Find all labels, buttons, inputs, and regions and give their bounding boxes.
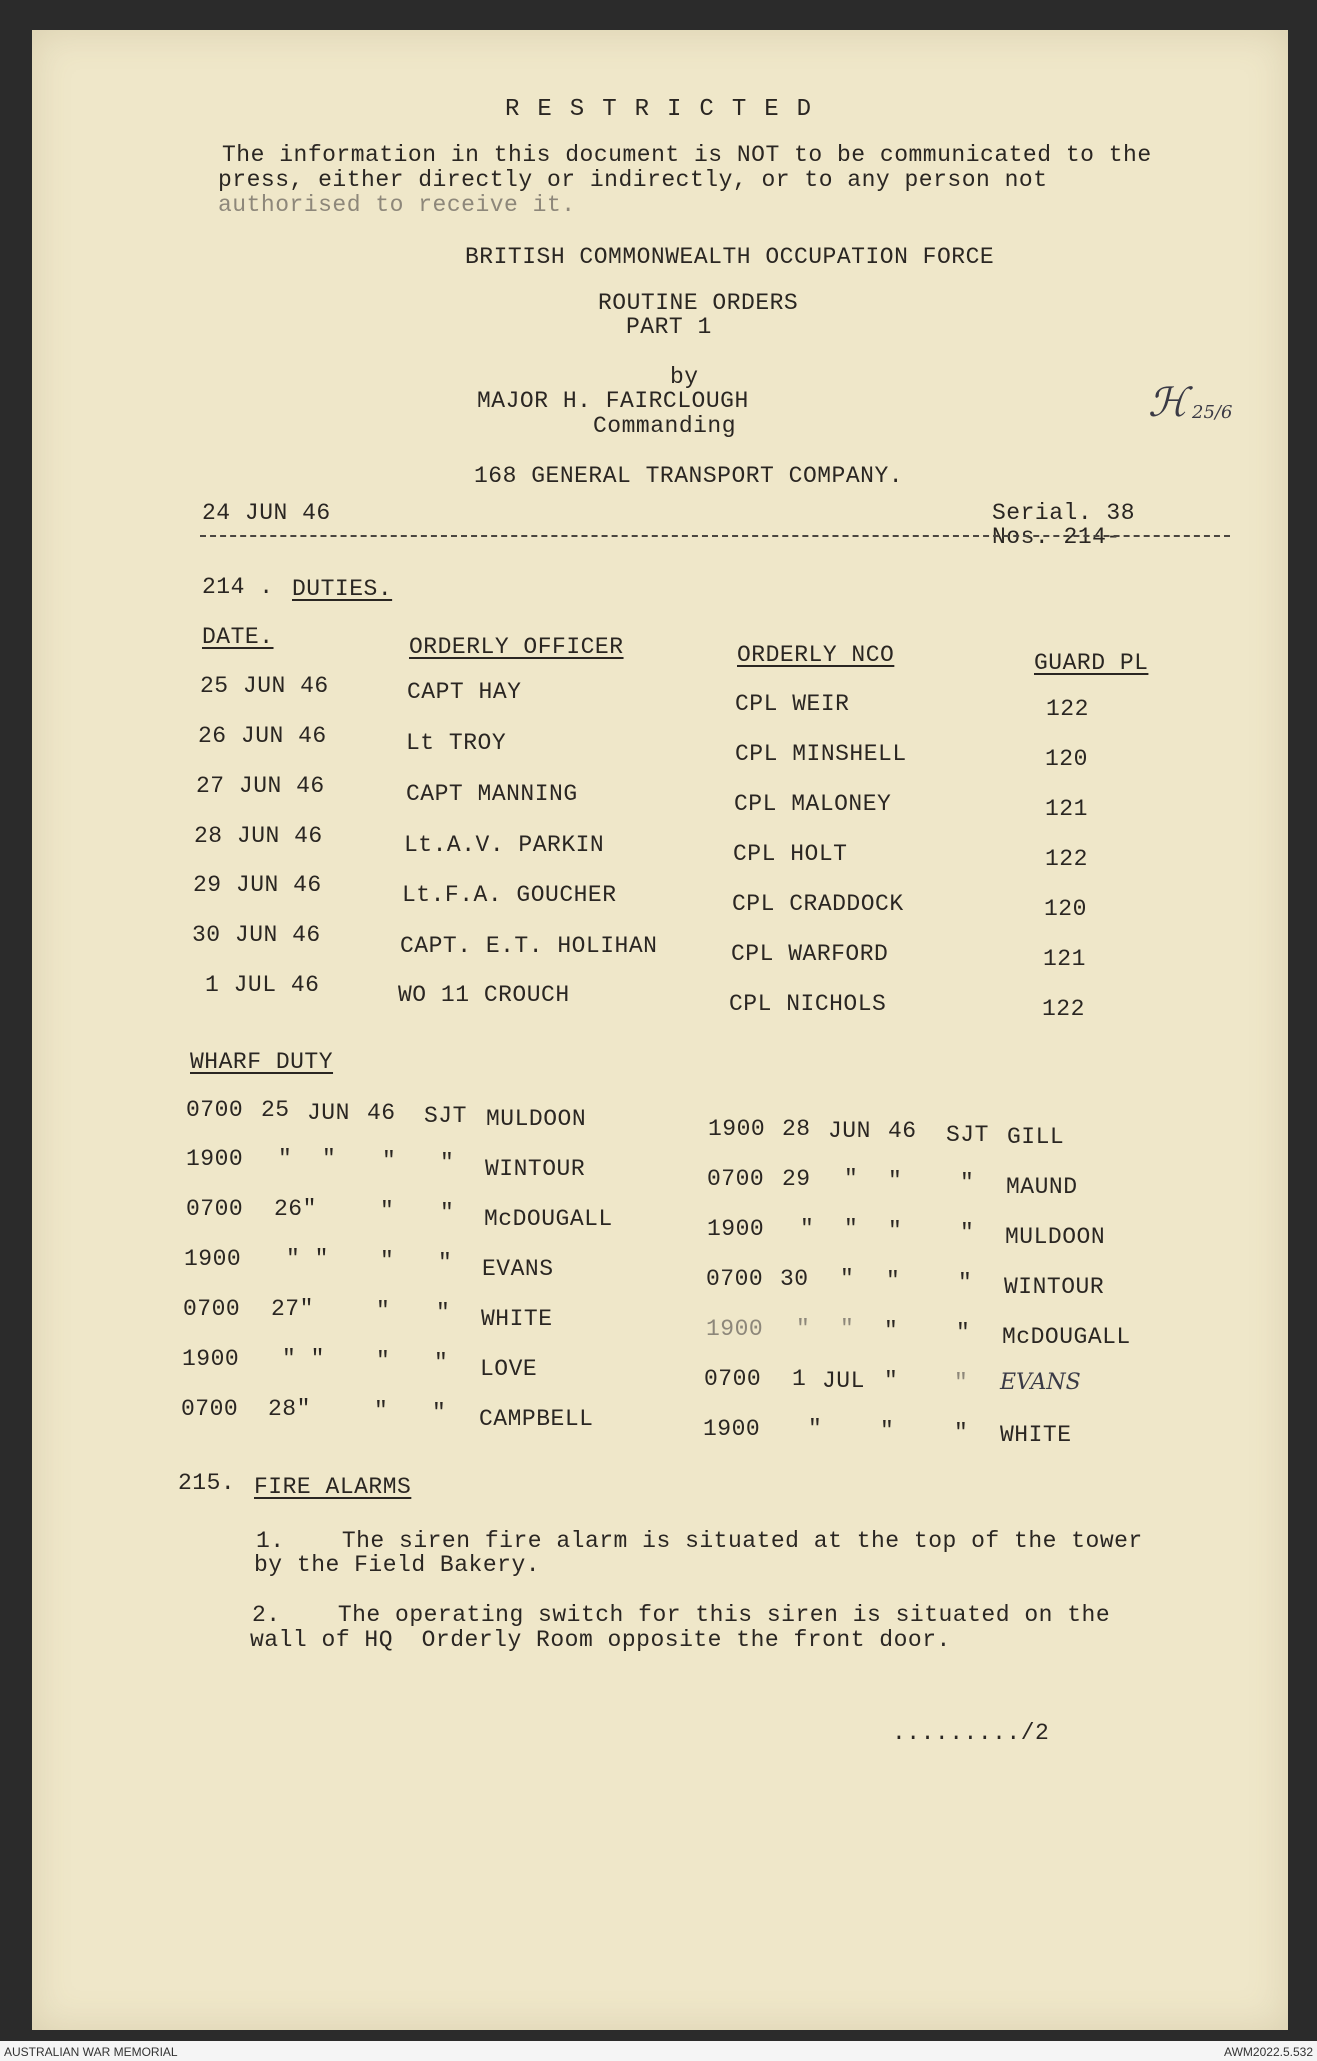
wharf-rank: " <box>960 1170 975 1196</box>
duties-number: 214 . <box>202 574 274 600</box>
part-title: PART 1 <box>626 314 712 340</box>
wharf-year: 46 <box>888 1118 917 1144</box>
wharf-month: " <box>840 1316 855 1342</box>
wharf-time: 0700 <box>704 1366 762 1392</box>
wharf-time: 0700 <box>707 1166 765 1192</box>
wharf-day: 26" <box>274 1196 317 1222</box>
wharf-month: " <box>380 1198 395 1224</box>
wharf-month: " <box>376 1348 391 1374</box>
duties-heading: DUTIES. <box>292 576 393 602</box>
wharf-rank: SJT <box>946 1122 989 1148</box>
wharf-year: " <box>884 1368 899 1394</box>
wharf-time: 0700 <box>186 1196 244 1222</box>
wharf-time: 0700 <box>706 1266 764 1292</box>
wharf-time: 0700 <box>186 1097 244 1123</box>
wharf-heading: WHARF DUTY <box>190 1049 334 1075</box>
wharf-time: 1900 <box>184 1246 242 1272</box>
wharf-month: " <box>322 1146 337 1172</box>
divider <box>200 535 1230 537</box>
wharf-rank: " <box>954 1370 969 1396</box>
wharf-time: 0700 <box>181 1396 239 1422</box>
duty-officer: CAPT. E.T. HOLIHAN <box>400 933 658 959</box>
duty-nco: CPL WEIR <box>735 691 850 717</box>
duty-guard: 121 <box>1043 946 1086 972</box>
duty-guard: 121 <box>1045 796 1088 822</box>
wharf-year: " <box>888 1168 903 1194</box>
wharf-day: 29 <box>782 1166 811 1192</box>
duty-officer: Lt TROY <box>406 730 507 756</box>
wharf-rank: " <box>436 1300 451 1326</box>
duty-guard: 120 <box>1044 896 1087 922</box>
wharf-time: 1900 <box>182 1346 240 1372</box>
duty-date: 29 JUN 46 <box>193 872 322 898</box>
duty-date: 1 JUL 46 <box>205 972 320 998</box>
wharf-rank: " <box>954 1420 969 1446</box>
wharf-name: McDOUGALL <box>484 1206 613 1232</box>
wharf-name-handwritten: EVANS <box>1000 1370 1081 1395</box>
wharf-year: " <box>884 1318 899 1344</box>
wharf-rank: " <box>440 1150 455 1176</box>
duty-date: 27 JUN 46 <box>196 773 325 799</box>
duty-guard: 122 <box>1045 846 1088 872</box>
duty-nco: CPL HOLT <box>733 841 848 867</box>
wharf-rank: " <box>440 1200 455 1226</box>
wharf-name: WINTOUR <box>1004 1274 1105 1300</box>
notice-line-2: press, either directly or indirectly, or to any person not <box>218 167 1048 193</box>
notice-line-3: authorised to receive it. <box>218 192 576 218</box>
wharf-rank: " <box>958 1270 973 1296</box>
wharf-day: " " <box>282 1346 325 1372</box>
serial-number: Serial. 38 <box>992 500 1136 526</box>
page-continuation: ........./2 <box>892 1720 1050 1746</box>
fire-paragraph-1-cont: by the Field Bakery. <box>254 1552 541 1578</box>
wharf-year: 46 <box>367 1100 396 1126</box>
fire-heading: FIRE ALARMS <box>254 1474 412 1500</box>
wharf-name: CAMPBELL <box>479 1406 594 1432</box>
wharf-time: 1900 <box>703 1416 761 1442</box>
wharf-day: " " <box>286 1246 329 1272</box>
duty-officer: CAPT MANNING <box>406 781 578 807</box>
duty-nco: CPL NICHOLS <box>729 991 887 1017</box>
wharf-year: " <box>888 1218 903 1244</box>
wharf-day: " <box>796 1316 811 1342</box>
wharf-day: 30 <box>780 1266 809 1292</box>
duty-guard: 122 <box>1042 996 1085 1022</box>
duty-nco: CPL MINSHELL <box>735 741 907 767</box>
duty-nco: CPL CRADDOCK <box>732 891 904 917</box>
wharf-name: WHITE <box>1000 1422 1072 1448</box>
wharf-year: " <box>886 1268 901 1294</box>
footer-reference: AWM2022.5.532 <box>1224 2045 1313 2059</box>
wharf-rank: " <box>438 1250 453 1276</box>
wharf-month: JUL <box>822 1368 865 1394</box>
wharf-day: " <box>278 1146 293 1172</box>
wharf-name: LOVE <box>480 1356 538 1382</box>
wharf-month: " <box>880 1418 895 1444</box>
col-guard-pl: GUARD PL <box>1034 650 1149 676</box>
wharf-month: " <box>380 1248 395 1274</box>
wharf-name: WHITE <box>481 1306 553 1332</box>
wharf-day: " <box>808 1416 823 1442</box>
wharf-rank: " <box>432 1400 447 1426</box>
wharf-day: 28" <box>268 1396 311 1422</box>
wharf-day: " <box>800 1216 815 1242</box>
col-orderly-officer: ORDERLY OFFICER <box>409 634 624 660</box>
duty-date: 28 JUN 46 <box>194 823 323 849</box>
order-numbers: Nos. 214- <box>992 524 1121 550</box>
wharf-month: JUN <box>828 1118 871 1144</box>
commander-name: MAJOR H. FAIRCLOUGH <box>477 388 749 414</box>
notice-line-1: The information in this document is NOT to be communicated to the <box>222 142 1152 168</box>
orders-title: ROUTINE ORDERS <box>598 290 799 316</box>
wharf-time: 1900 <box>708 1116 766 1142</box>
duty-officer: Lt.F.A. GOUCHER <box>402 882 617 908</box>
duty-date: 25 JUN 46 <box>200 673 329 699</box>
archive-footer <box>0 2041 1317 2061</box>
wharf-rank: SJT <box>424 1103 467 1129</box>
wharf-year: " <box>382 1148 397 1174</box>
wharf-month: " <box>840 1266 855 1292</box>
wharf-time: 1900 <box>186 1146 244 1172</box>
wharf-day: 27" <box>271 1296 314 1322</box>
duty-guard: 122 <box>1046 696 1089 722</box>
wharf-day: 1 <box>792 1366 807 1392</box>
fire-paragraph-1: 1. The siren fire alarm is situated at the top of the tower <box>256 1528 1143 1554</box>
duty-officer: WO 11 CROUCH <box>398 982 570 1008</box>
wharf-name: McDOUGALL <box>1002 1324 1131 1350</box>
wharf-time: 0700 <box>183 1296 241 1322</box>
wharf-name: MULDOON <box>486 1106 587 1132</box>
restricted-marking: RESTRICTED <box>505 96 830 123</box>
duty-date: 30 JUN 46 <box>192 922 321 948</box>
duty-guard: 120 <box>1045 746 1088 772</box>
wharf-name: MULDOON <box>1005 1224 1106 1250</box>
wharf-day: 25 <box>261 1097 290 1123</box>
wharf-rank: " <box>434 1350 449 1376</box>
wharf-name: MAUND <box>1006 1174 1078 1200</box>
signature-date: 25/6 <box>1192 402 1233 423</box>
wharf-month: JUN <box>307 1100 350 1126</box>
wharf-time: 1900 <box>707 1216 765 1242</box>
wharf-time: 1900 <box>706 1316 764 1342</box>
order-date: 24 JUN 46 <box>202 500 331 526</box>
duty-date: 26 JUN 46 <box>198 723 327 749</box>
duty-nco: CPL MALONEY <box>734 791 892 817</box>
duty-officer: Lt.A.V. PARKIN <box>404 832 605 858</box>
duty-officer: CAPT HAY <box>407 679 522 705</box>
by-text: by <box>670 364 699 390</box>
wharf-month: " <box>844 1166 859 1192</box>
fire-paragraph-2-cont: wall of HQ Orderly Room opposite the front door. <box>250 1627 951 1653</box>
wharf-rank: " <box>956 1320 971 1346</box>
wharf-name: EVANS <box>482 1256 554 1282</box>
fire-number: 215. <box>178 1470 236 1496</box>
fire-paragraph-2: 2. The operating switch for this siren is situated on the <box>252 1602 1111 1628</box>
wharf-month: " <box>376 1298 391 1324</box>
footer-source: AUSTRALIAN WAR MEMORIAL <box>4 2045 178 2059</box>
unit-name: 168 GENERAL TRANSPORT COMPANY. <box>474 463 904 489</box>
col-orderly-nco: ORDERLY NCO <box>737 642 895 668</box>
wharf-name: WINTOUR <box>485 1156 586 1182</box>
wharf-rank: " <box>960 1220 975 1246</box>
duty-nco: CPL WARFORD <box>731 941 889 967</box>
wharf-day: 28 <box>782 1116 811 1142</box>
wharf-name: GILL <box>1007 1124 1065 1150</box>
signature-mark: ℋ <box>1148 380 1188 426</box>
col-date: DATE. <box>202 624 274 650</box>
wharf-month: " <box>844 1216 859 1242</box>
force-title: BRITISH COMMONWEALTH OCCUPATION FORCE <box>465 244 995 270</box>
wharf-month: " <box>374 1398 389 1424</box>
commanding-text: Commanding <box>593 413 737 439</box>
